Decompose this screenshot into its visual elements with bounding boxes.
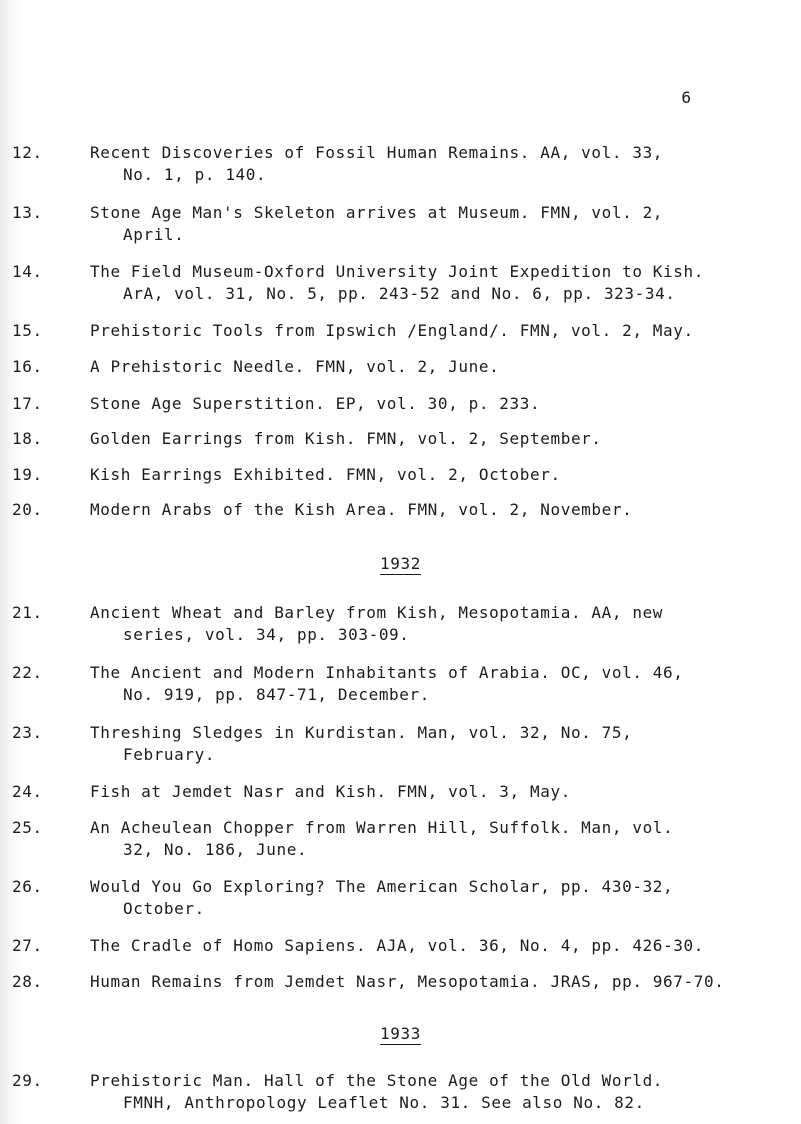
entry-text: Human Remains from Jemdet Nasr, Mesopotamia. JRAS, pp. 967-70. bbox=[90, 972, 725, 991]
entry-text: Fish at Jemdet Nasr and Kish. FMN, vol. 3, May. bbox=[90, 782, 571, 801]
entry-text: Prehistoric Tools from Ipswich /England/. FMN, vol. 2, May. bbox=[90, 321, 694, 340]
entry-number: 27. bbox=[12, 936, 43, 955]
entry-number: 13. bbox=[12, 203, 43, 222]
entry-number: 23. bbox=[12, 723, 43, 742]
entry-text: Kish Earrings Exhibited. FMN, vol. 2, October. bbox=[90, 465, 561, 484]
entry-text: The Field Museum-Oxford University Joint Expedition to Kish. bbox=[90, 262, 704, 281]
entry-text-continued: series, vol. 34, pp. 303-09. bbox=[123, 625, 410, 644]
entry-number: 21. bbox=[12, 603, 43, 622]
entry-number: 28. bbox=[12, 972, 43, 991]
entry-text-continued: February. bbox=[123, 745, 216, 764]
entry-number: 24. bbox=[12, 782, 43, 801]
entry-text: Threshing Sledges in Kurdistan. Man, vol. 32, No. 75, bbox=[90, 723, 633, 742]
entry-number: 19. bbox=[12, 465, 43, 484]
entry-text: Recent Discoveries of Fossil Human Remains. AA, vol. 33, bbox=[90, 143, 664, 162]
entry-number: 18. bbox=[12, 429, 43, 448]
entry-number: 16. bbox=[12, 357, 43, 376]
entry-text-continued: October. bbox=[123, 899, 205, 918]
entry-text: Prehistoric Man. Hall of the Stone Age of the Old World. bbox=[90, 1071, 664, 1090]
entry-text-continued: No. 919, pp. 847-71, December. bbox=[123, 685, 430, 704]
section-year-heading: 1932 bbox=[380, 554, 421, 573]
entry-number: 14. bbox=[12, 262, 43, 281]
entry-text-continued: April. bbox=[123, 225, 185, 244]
entry-text: The Ancient and Modern Inhabitants of Arabia. OC, vol. 46, bbox=[90, 663, 684, 682]
entry-text-continued: ArA, vol. 31, No. 5, pp. 243-52 and No. 6, pp. 323-34. bbox=[123, 284, 676, 303]
entry-text: Ancient Wheat and Barley from Kish, Mesopotamia. AA, new bbox=[90, 603, 664, 622]
entry-text: Golden Earrings from Kish. FMN, vol. 2, September. bbox=[90, 429, 602, 448]
entry-text: The Cradle of Homo Sapiens. AJA, vol. 36, No. 4, pp. 426-30. bbox=[90, 936, 704, 955]
page-number: 6 bbox=[681, 88, 691, 107]
entry-number: 17. bbox=[12, 394, 43, 413]
entry-number: 15. bbox=[12, 321, 43, 340]
entry-text-continued: 32, No. 186, June. bbox=[123, 840, 308, 859]
entry-number: 29. bbox=[12, 1071, 43, 1090]
entry-text: Modern Arabs of the Kish Area. FMN, vol. 2, November. bbox=[90, 500, 633, 519]
entry-text: Stone Age Man's Skeleton arrives at Museum. FMN, vol. 2, bbox=[90, 203, 664, 222]
entry-text-continued: FMNH, Anthropology Leaflet No. 31. See also No. 82. bbox=[123, 1093, 645, 1112]
entry-text-continued: No. 1, p. 140. bbox=[123, 165, 267, 184]
entry-number: 22. bbox=[12, 663, 43, 682]
entry-number: 12. bbox=[12, 143, 43, 162]
entry-text: A Prehistoric Needle. FMN, vol. 2, June. bbox=[90, 357, 500, 376]
entry-text: An Acheulean Chopper from Warren Hill, Suffolk. Man, vol. bbox=[90, 818, 674, 837]
entry-text: Would You Go Exploring? The American Scholar, pp. 430-32, bbox=[90, 877, 674, 896]
entry-number: 25. bbox=[12, 818, 43, 837]
entry-number: 20. bbox=[12, 500, 43, 519]
entry-text: Stone Age Superstition. EP, vol. 30, p. 233. bbox=[90, 394, 541, 413]
entry-number: 26. bbox=[12, 877, 43, 896]
section-year-heading: 1933 bbox=[380, 1024, 421, 1043]
